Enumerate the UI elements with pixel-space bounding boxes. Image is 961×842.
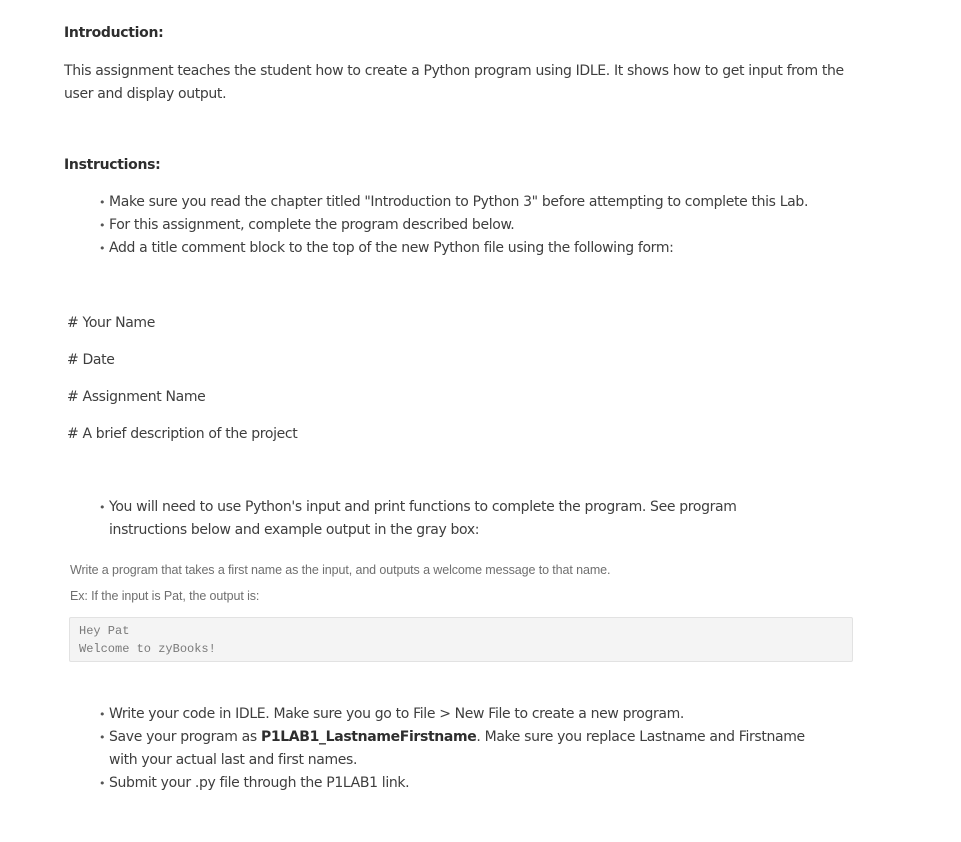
comment-line-description: # A brief description of the project [67,426,298,442]
save-suffix: . Make sure you replace Lastname and Firstname with your actual last and first names. [109,729,805,768]
comment-line-assignment-name: # Assignment Name [67,389,206,405]
example-output-box [69,617,853,662]
list-item: • Write your code in IDLE. Make sure you go to File > New File to create a new program. [99,703,819,726]
zybooks-description: Write a program that takes a first name as the input, and outputs a welcome message to that name. [70,563,611,577]
comment-line-date: # Date [67,352,115,368]
save-prefix: Save your program as [109,729,261,745]
introduction-paragraph: This assignment teaches the student how to create a Python program using IDLE. It shows how to get input from the user and display output. [64,63,844,102]
instructions-list [99,191,899,260]
output-line: Hey Pat [79,624,130,638]
submission-instructions-list [99,703,819,795]
zybooks-example-intro: Ex: If the input is Pat, the output is: [70,589,260,603]
introduction-heading: Introduction: [64,25,164,41]
list-item: • For this assignment, complete the program described below. [99,214,899,237]
comment-line-your-name: # Your Name [67,315,155,331]
list-item: • Make sure you read the chapter titled "Introduction to Python 3" before attempting to complete this Lab. [99,191,899,214]
list-item-save-program [99,726,819,772]
output-line: Welcome to zyBooks! [79,642,216,656]
instructions-heading: Instructions: [64,157,161,173]
list-item: • Add a title comment block to the top of the new Python file using the following form: [99,237,899,260]
io-instructions-list [99,496,809,542]
list-item: • You will need to use Python's input and print functions to complete the program. See program instructions below and example output in the gray box: [99,496,809,542]
list-item: • Submit your .py file through the P1LAB1 link. [99,772,819,795]
filename-bold: P1LAB1_LastnameFirstname [260,729,477,745]
